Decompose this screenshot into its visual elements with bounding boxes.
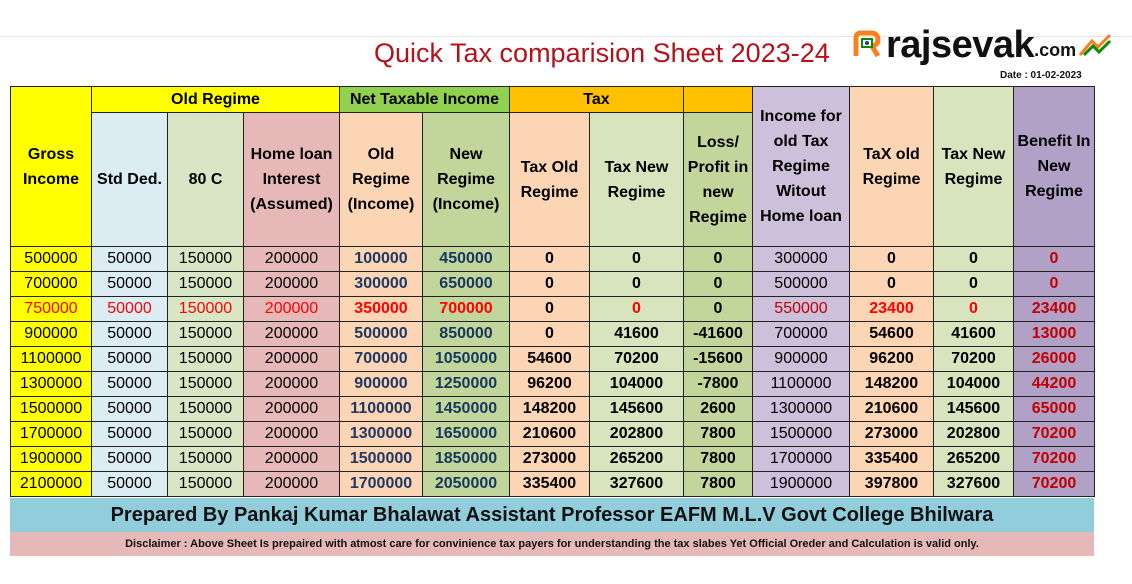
cell-tax-old: 0 [510,247,590,272]
cell-80c: 150000 [168,272,244,297]
cell-tax-new: 145600 [590,397,684,422]
group-tax-blank [684,87,753,113]
group-tax: Tax [510,87,684,113]
cell-tax-new-2: 70200 [934,347,1014,372]
cell-old-regime-income: 900000 [340,372,423,397]
table-row [11,472,1095,497]
cell-tax-old-2: 23400 [850,297,934,322]
cell-loss-profit: 0 [684,247,753,272]
table-row [11,397,1095,422]
cell-tax-new-2: 145600 [934,397,1014,422]
cell-loss-profit: 7800 [684,472,753,497]
cell-new-regime-income: 1050000 [423,347,510,372]
cell-income-without-home-loan: 1100000 [753,372,850,397]
table-row [11,347,1095,372]
cell-tax-new-2: 0 [934,247,1014,272]
cell-gross-income: 700000 [11,272,92,297]
col-tax-old-regime: Tax Old Regime [510,113,590,247]
cell-new-regime-income: 650000 [423,272,510,297]
cell-std-ded: 50000 [92,397,168,422]
cell-home-loan-interest: 200000 [244,447,340,472]
cell-loss-profit: 0 [684,297,753,322]
cell-old-regime-income: 350000 [340,297,423,322]
cell-std-ded: 50000 [92,447,168,472]
col-tax-new-regime-2: Tax New Regime [934,87,1014,247]
cell-loss-profit: -41600 [684,322,753,347]
table-body [11,247,1095,497]
logo-swoosh-icon [1078,33,1112,57]
cell-tax-new: 202800 [590,422,684,447]
cell-gross-income: 500000 [11,247,92,272]
cell-new-regime-income: 450000 [423,247,510,272]
cell-80c: 150000 [168,372,244,397]
cell-new-regime-income: 1250000 [423,372,510,397]
prepared-by-footer: Prepared By Pankaj Kumar Bhalawat Assistant Professor EAFM M.L.V Govt College Bhilwara [10,498,1094,532]
col-new-regime-income: New Regime (Income) [423,113,510,247]
cell-tax-old: 210600 [510,422,590,447]
cell-income-without-home-loan: 700000 [753,322,850,347]
cell-old-regime-income: 100000 [340,247,423,272]
cell-benefit: 26000 [1014,347,1095,372]
cell-benefit: 23400 [1014,297,1095,322]
cell-income-without-home-loan: 900000 [753,347,850,372]
cell-tax-new-2: 0 [934,272,1014,297]
cell-income-without-home-loan: 300000 [753,247,850,272]
cell-home-loan-interest: 200000 [244,372,340,397]
col-home-loan-interest: Home loan Interest (Assumed) [244,113,340,247]
cell-tax-old-2: 148200 [850,372,934,397]
cell-tax-old: 0 [510,272,590,297]
logo-r-icon [852,30,882,60]
cell-benefit: 0 [1014,272,1095,297]
cell-old-regime-income: 1500000 [340,447,423,472]
logo-text: rajsevak [886,24,1035,66]
cell-tax-old: 335400 [510,472,590,497]
disclaimer: Disclaimer : Above Sheet Is prepaired with atmost care for convinience tax payers for understanding the tax slabes Yet Official Oreder and Calculation is valid only. [10,532,1094,556]
cell-gross-income: 2100000 [11,472,92,497]
cell-tax-old: 96200 [510,372,590,397]
cell-loss-profit: 7800 [684,447,753,472]
cell-std-ded: 50000 [92,322,168,347]
cell-income-without-home-loan: 550000 [753,297,850,322]
cell-income-without-home-loan: 1900000 [753,472,850,497]
cell-tax-old: 273000 [510,447,590,472]
cell-home-loan-interest: 200000 [244,422,340,447]
cell-tax-old-2: 0 [850,272,934,297]
cell-benefit: 70200 [1014,422,1095,447]
table-row [11,447,1095,472]
cell-std-ded: 50000 [92,372,168,397]
cell-80c: 150000 [168,397,244,422]
cell-std-ded: 50000 [92,472,168,497]
logo-suffix: .com [1034,40,1077,60]
cell-home-loan-interest: 200000 [244,397,340,422]
cell-tax-new-2: 41600 [934,322,1014,347]
cell-tax-new-2: 202800 [934,422,1014,447]
sheet-date: Date : 01-02-2023 [1000,70,1082,81]
cell-home-loan-interest: 200000 [244,322,340,347]
cell-80c: 150000 [168,347,244,372]
cell-gross-income: 1100000 [11,347,92,372]
group-old-regime: Old Regime [92,87,340,113]
cell-tax-new: 70200 [590,347,684,372]
cell-income-without-home-loan: 500000 [753,272,850,297]
col-tax-new-regime: Tax New Regime [590,113,684,247]
col-gross-income: Gross Income [11,87,92,247]
cell-80c: 150000 [168,322,244,347]
cell-old-regime-income: 300000 [340,272,423,297]
cell-loss-profit: 2600 [684,397,753,422]
cell-new-regime-income: 700000 [423,297,510,322]
cell-tax-old: 0 [510,297,590,322]
tax-comparison-table [10,86,1095,497]
cell-income-without-home-loan: 1500000 [753,422,850,447]
cell-tax-old-2: 273000 [850,422,934,447]
rajsevak-logo [852,25,1112,65]
cell-home-loan-interest: 200000 [244,347,340,372]
cell-tax-new-2: 104000 [934,372,1014,397]
cell-tax-new: 41600 [590,322,684,347]
cell-80c: 150000 [168,247,244,272]
cell-income-without-home-loan: 1700000 [753,447,850,472]
cell-tax-new: 327600 [590,472,684,497]
cell-80c: 150000 [168,297,244,322]
cell-tax-old: 54600 [510,347,590,372]
cell-tax-old-2: 397800 [850,472,934,497]
cell-gross-income: 750000 [11,297,92,322]
col-benefit-new-regime: Benefit In New Regime [1014,87,1095,247]
cell-new-regime-income: 850000 [423,322,510,347]
cell-gross-income: 900000 [11,322,92,347]
cell-tax-new-2: 265200 [934,447,1014,472]
cell-loss-profit: 7800 [684,422,753,447]
cell-gross-income: 1300000 [11,372,92,397]
cell-std-ded: 50000 [92,422,168,447]
cell-tax-old-2: 54600 [850,322,934,347]
cell-gross-income: 1900000 [11,447,92,472]
cell-benefit: 0 [1014,247,1095,272]
cell-tax-old-2: 96200 [850,347,934,372]
cell-tax-new-2: 327600 [934,472,1014,497]
table-row [11,322,1095,347]
col-income-old-without-home-loan: Income for old Tax Regime Witout Home loan [753,87,850,247]
cell-new-regime-income: 1850000 [423,447,510,472]
cell-income-without-home-loan: 1300000 [753,397,850,422]
cell-std-ded: 50000 [92,297,168,322]
col-loss-profit: Loss/ Profit in new Regime [684,113,753,247]
cell-tax-new: 0 [590,247,684,272]
cell-gross-income: 1700000 [11,422,92,447]
group-net-taxable-income: Net Taxable Income [340,87,510,113]
cell-80c: 150000 [168,422,244,447]
page-title: Quick Tax comparision Sheet 2023-24 [374,38,830,68]
table-row [11,297,1095,322]
cell-old-regime-income: 500000 [340,322,423,347]
cell-new-regime-income: 1450000 [423,397,510,422]
table-row [11,422,1095,447]
cell-loss-profit: -7800 [684,372,753,397]
cell-home-loan-interest: 200000 [244,272,340,297]
cell-old-regime-income: 700000 [340,347,423,372]
cell-benefit: 65000 [1014,397,1095,422]
cell-tax-old: 148200 [510,397,590,422]
cell-loss-profit: 0 [684,272,753,297]
cell-80c: 150000 [168,447,244,472]
cell-new-regime-income: 2050000 [423,472,510,497]
col-tax-old-regime-2: TaX old Regime [850,87,934,247]
col-std-ded: Std Ded. [92,113,168,247]
table-row [11,372,1095,397]
cell-home-loan-interest: 200000 [244,472,340,497]
cell-tax-new: 0 [590,272,684,297]
table-row [11,272,1095,297]
col-80c: 80 C [168,113,244,247]
cell-loss-profit: -15600 [684,347,753,372]
cell-tax-new: 104000 [590,372,684,397]
cell-80c: 150000 [168,472,244,497]
cell-tax-new-2: 0 [934,297,1014,322]
cell-tax-new: 0 [590,297,684,322]
cell-home-loan-interest: 200000 [244,297,340,322]
cell-gross-income: 1500000 [11,397,92,422]
cell-old-regime-income: 1700000 [340,472,423,497]
cell-std-ded: 50000 [92,247,168,272]
table-row [11,247,1095,272]
cell-home-loan-interest: 200000 [244,247,340,272]
cell-benefit: 13000 [1014,322,1095,347]
cell-old-regime-income: 1300000 [340,422,423,447]
cell-tax-new: 265200 [590,447,684,472]
cell-tax-old-2: 210600 [850,397,934,422]
col-old-regime-income: Old Regime (Income) [340,113,423,247]
cell-benefit: 70200 [1014,447,1095,472]
cell-tax-old-2: 0 [850,247,934,272]
cell-old-regime-income: 1100000 [340,397,423,422]
cell-new-regime-income: 1650000 [423,422,510,447]
cell-tax-old-2: 335400 [850,447,934,472]
cell-tax-old: 0 [510,322,590,347]
cell-benefit: 70200 [1014,472,1095,497]
cell-benefit: 44200 [1014,372,1095,397]
cell-std-ded: 50000 [92,272,168,297]
cell-std-ded: 50000 [92,347,168,372]
